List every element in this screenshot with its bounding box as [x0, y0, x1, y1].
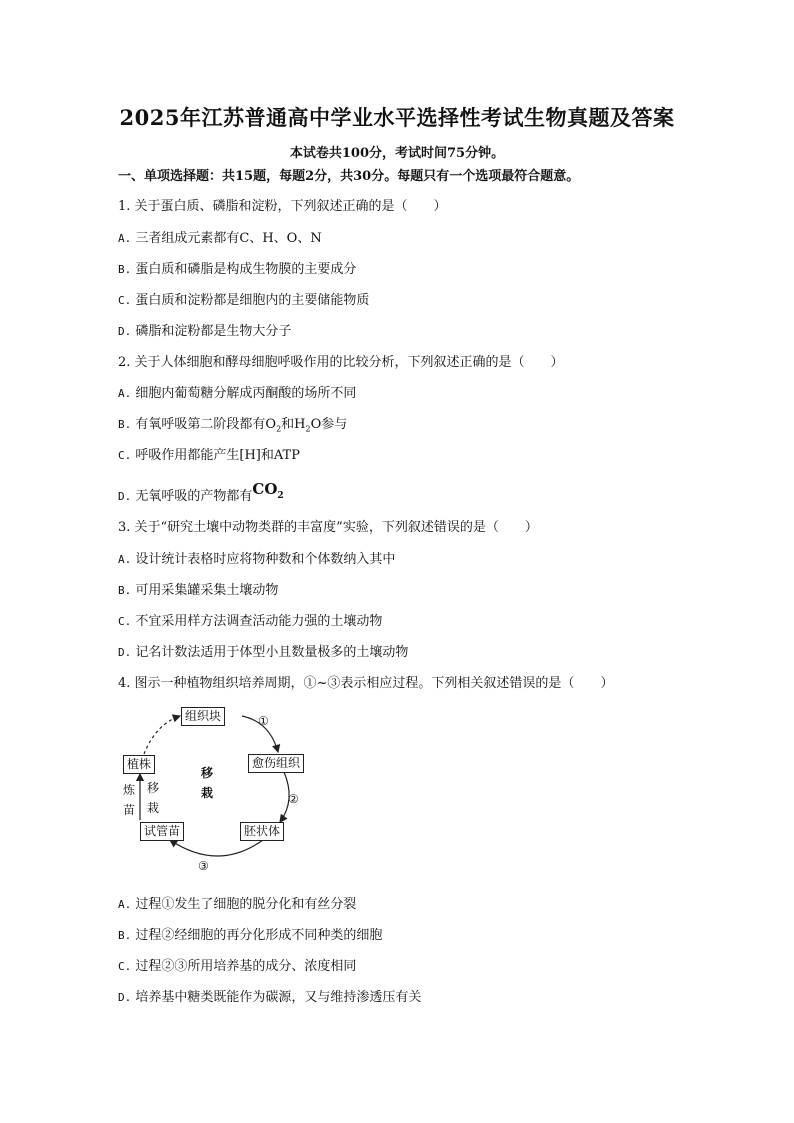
question-3-option-d: D. 记名计数法适用于体型小且数量极多的土壤动物 [118, 645, 409, 660]
exam-info: 本试卷共100分，考试时间75分钟。 [289, 146, 505, 161]
question-4-option-d: D. 培养基中糖类既能作为碳源，又与维持渗透压有关 [118, 990, 422, 1005]
question-1-option-b: B. 蛋白质和磷脂是构成生物膜的主要成分 [118, 262, 357, 277]
step-2-label: ② [288, 792, 299, 806]
question-2-stem: 2. 关于人体细胞和酵母细胞呼吸作用的比较分析，下列叙述正确的是（ ） [118, 355, 564, 370]
side-label-hardening: 炼 苗 [123, 783, 136, 817]
question-4-option-c: C. 过程②③所用培养基的成分、浓度相同 [118, 959, 357, 974]
arrow-step-3 [170, 840, 263, 856]
center-label-2: 栽 [201, 786, 214, 800]
question-1-option-c: C. 蛋白质和淀粉都是细胞内的主要储能物质 [118, 293, 370, 308]
question-3-option-c: C. 不宜采用样方法调查活动能力强的土壤动物 [118, 614, 383, 629]
question-1-stem: 1. 关于蛋白质、磷脂和淀粉，下列叙述正确的是（ ） [118, 199, 447, 214]
step-3-label: ③ [198, 859, 209, 873]
question-3-option-b: B. 可用采集罐采集土壤动物 [118, 583, 279, 598]
center-label-1: 移 [201, 766, 214, 780]
question-3-stem: 3. 关于“研究土壤中动物类群的丰富度”实验，下列叙述错误的是（ ） [118, 520, 538, 535]
question-2-option-b: B. 有氧呼吸第二阶段都有$O_2$和$H_2O$参与 [118, 417, 348, 434]
question-1-option-d: D. 磷脂和淀粉都是生物大分子 [118, 324, 292, 339]
node-tissue-block: 组织块 [181, 707, 225, 726]
node-embryoid: 胚状体 [240, 822, 284, 841]
question-3-option-a: A. 设计统计表格时应将物种数和个体数纳入其中 [118, 552, 396, 567]
co2-formula: $CO_2$ [252, 480, 284, 501]
arrow-dashed-return [144, 716, 180, 754]
question-1-option-a: A. 三者组成元素都有C、H、O、N [118, 231, 322, 246]
section-heading: 一、单项选择题：共15题，每题2分，共30分。每题只有一个选项最符合题意。 [118, 169, 580, 184]
node-plant: 植株 [123, 755, 155, 774]
question-2-option-d: D. 无氧呼吸的产物都有$CO_2$ [118, 480, 284, 504]
question-4-option-b: B. 过程②经细胞的再分化形成不同种类的细胞 [118, 928, 383, 943]
step-1-label: ① [258, 714, 269, 728]
tissue-culture-cycle-diagram [118, 702, 318, 873]
question-4-stem: 4. 图示一种植物组织培养周期，①~③表示相应过程。下列相关叙述错误的是（ ） [118, 676, 614, 691]
node-test-tube-plantlet: 试管苗 [140, 822, 184, 841]
question-2-option-a: A. 细胞内葡萄糖分解成丙酮酸的场所不同 [118, 386, 357, 401]
question-2-option-c: C. 呼吸作用都能产生[H]和ATP [118, 448, 300, 463]
page-title: 2025年江苏普通高中学业水平选择性考试生物真题及答案 [119, 105, 675, 130]
side-label-transplant: 移 栽 [147, 781, 160, 815]
node-callus: 愈伤组织 [248, 754, 304, 773]
question-4-option-a: A. 过程①发生了细胞的脱分化和有丝分裂 [118, 897, 357, 912]
